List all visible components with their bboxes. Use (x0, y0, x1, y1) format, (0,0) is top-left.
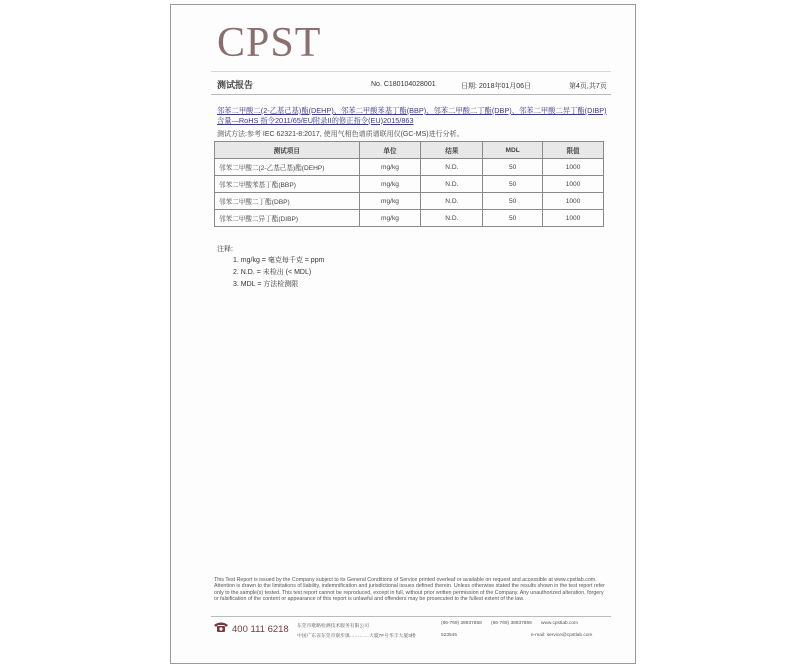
limit-cell: 1000 (543, 176, 604, 193)
test-item-cell: 邻苯二甲酸二(2-乙基己基)酯(DEHP) (215, 159, 360, 176)
test-item-cell: 邻苯二甲酸二丁酯(DBP) (215, 193, 360, 210)
limit-cell: 1000 (543, 159, 604, 176)
legal-disclaimer: This Test Report is issued by the Company subject to its General Conditions of Service printed overleaf or available on request and accessible at www.cpstlab.com. Attention is drawn to the limitations of liability, indemnification and jurisdictional issues defined therein. Unless otherwise stated the results shown in the test report refer only to the sample(s) tested. This test report cannot be reproduced, except in full, without prior written permission of the Company. Any unauthorized alteration, forgery or falsification of the content or appearance of this report is unlawful and offenders may be prosecuted to the fullest extent of the law. (214, 577, 605, 603)
report-date: 日期: 2018年01月06日 (461, 83, 532, 90)
results-table (214, 141, 604, 227)
unit-cell: mg/kg (359, 176, 421, 193)
test-item-cell: 邻苯二甲酸二异丁酯(DIBP) (215, 210, 360, 227)
hotline-number: 400 111 6218 (232, 624, 289, 635)
table-row (215, 210, 604, 227)
result-cell: N.D. (421, 210, 483, 227)
note-item: 1. mg/kg = 毫克每千克 = ppm (233, 257, 325, 264)
header-result: 结果 (421, 142, 483, 159)
report-page (170, 4, 636, 664)
limit-cell: 1000 (543, 210, 604, 227)
footer-divider (211, 616, 611, 617)
logo-divider (211, 71, 611, 72)
header-unit: 单位 (359, 142, 421, 159)
table-row (215, 176, 604, 193)
result-cell: N.D. (421, 193, 483, 210)
telephone: (86-769) 38937858 (441, 621, 482, 626)
unit-cell: mg/kg (359, 193, 421, 210)
website: www.cpstlab.com (541, 621, 579, 626)
table-row (215, 193, 604, 210)
fax: (86-769) 38937869 (491, 621, 532, 626)
notes-list (233, 255, 324, 291)
limit-cell: 1000 (543, 193, 604, 210)
mdl-cell: 50 (483, 210, 543, 227)
test-title: 邻苯二甲酸二(2-乙基己基)酯(DEHP)、邻苯二甲酸苯基丁酯(BBP)、邻苯二甲酸二丁酯(DBP)、邻苯二甲酸二异丁酯(DIBP)含量—RoHS 指令2011/65/EU附录II的修正指令(EU)2015/863 (217, 106, 607, 125)
report-number: No. C180104028001 (371, 81, 436, 88)
document-title: 测试报告 (217, 80, 254, 90)
unit-cell: mg/kg (359, 210, 421, 227)
company-address: 中国广东省东莞市寮步镇…………大厦7F号华丰大厦3楼 (297, 634, 416, 639)
header-test-item: 测试项目 (215, 142, 360, 159)
table-header-row (215, 142, 604, 159)
company-name: 东莞市歌略检测技术服务有限公司 (297, 624, 369, 629)
header-divider (211, 94, 611, 95)
mdl-cell: 50 (483, 176, 543, 193)
phone-icon (213, 621, 229, 633)
result-cell: N.D. (421, 159, 483, 176)
table-row (215, 159, 604, 176)
test-method: 测试方法:参考 IEC 62321-8:2017, 使用气相色谱质谱联用仪(GC-MS)进行分析。 (217, 131, 464, 138)
postal-code: 523545 (441, 633, 458, 638)
page-number: 第4页,共7页 (569, 83, 607, 90)
header-mdl: MDL (483, 142, 543, 159)
unit-cell: mg/kg (359, 159, 421, 176)
note-item: 3. MDL = 方法检测限 (233, 281, 299, 288)
header-limit: 限值 (543, 142, 604, 159)
mdl-cell: 50 (483, 159, 543, 176)
note-item: 2. N.D. = 未检出 (< MDL) (233, 269, 312, 276)
company-logo: CPST (217, 20, 322, 66)
notes-title: 注释: (217, 246, 233, 253)
result-cell: N.D. (421, 176, 483, 193)
email: e-mail: service@cpstlab.com (531, 633, 593, 638)
test-item-cell: 邻苯二甲酸苯基丁酯(BBP) (215, 176, 360, 193)
mdl-cell: 50 (483, 193, 543, 210)
